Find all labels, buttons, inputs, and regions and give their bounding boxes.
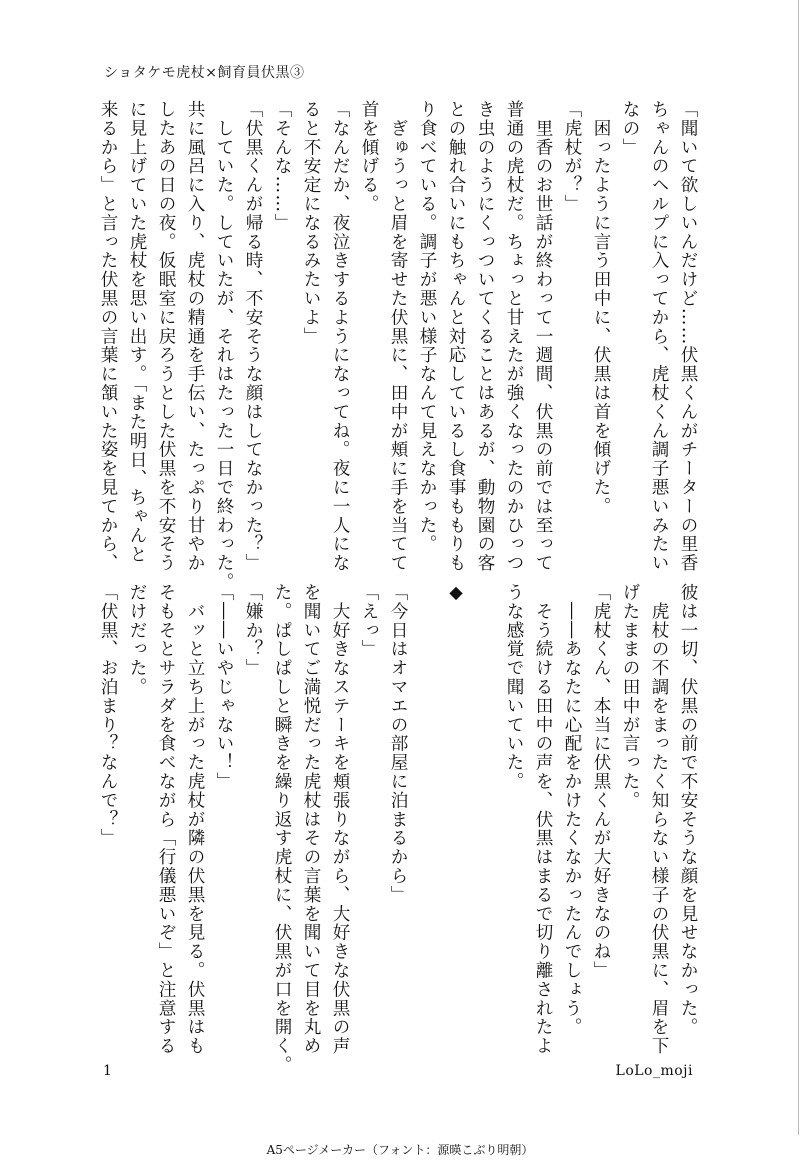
text-line — [470, 583, 499, 1053]
text-line: を聞いてご満悦だった虎杖はその言葉を聞いて目を丸め — [301, 583, 321, 1056]
text-line: 困ったように言う田中に、伏黒は首を傾げた。 — [591, 100, 611, 516]
text-line: 「虎杖が？」 — [562, 100, 582, 214]
text-line: 大好きなステーキを頬張りながら、大好きな伏黒の声 — [330, 583, 350, 1056]
text-line: 「伏黒くんが帰る時、不安そうな顔はしてなかった？」 — [243, 100, 263, 573]
text-line: ると不安定になるみたいよ」 — [301, 100, 321, 346]
text-line: 首を傾げる。 — [359, 100, 379, 214]
page-header-title: ショタケモ虎杖×飼育員伏黒③ — [104, 65, 305, 81]
text-line: ◆ — [446, 583, 466, 605]
text-line: ――あなたに心配をかけたくなかったんでしょう。 — [562, 583, 582, 1037]
text-line: 「聞いて欲しいんだけど……伏黒くんがチーターの里香 — [678, 100, 698, 573]
text-line: 「なんだか、夜泣きするようになってね。夜に一人にな — [330, 100, 350, 573]
text-line: た。ぱしぱしと瞬きを繰り返す虎杖に、伏黒が口を開く。 — [272, 583, 292, 1075]
text-line: 来るから」と言った伏黒の言葉に頷いた姿を見てから、 — [98, 100, 118, 573]
text-line: なの」 — [620, 100, 640, 157]
text-block-top — [98, 100, 702, 592]
author-name: LoLo_moji — [615, 1063, 693, 1079]
text-line: したあの日の夜。仮眠室に戻ろうとした伏黒を不安そう — [156, 100, 176, 573]
text-line: げたままの田中が言った。 — [620, 583, 640, 810]
text-line: していた。していたが、それはたった一日で終わった。 — [214, 100, 234, 592]
text-line: ぎゅうっと眉を寄せた伏黒に、田中が頬に手を当てて — [388, 100, 408, 573]
text-line: との触れ合いにもちゃんと対応しているし食事ももりも — [446, 100, 466, 573]
text-line: 「――いやじゃない！」 — [214, 583, 234, 791]
text-line — [412, 583, 441, 1053]
text-line: 「今日はオマエの部屋に泊まるから」 — [388, 583, 408, 905]
text-line: 「えっ」 — [359, 583, 379, 659]
text-line: そう続ける田中の声を、伏黒はまるで切り離されたよ — [533, 583, 553, 1056]
text-line: 「嫌か？」 — [243, 583, 263, 678]
text-line: 彼は一切、伏黒の前で不安そうな顔を見せなかった。 — [678, 583, 698, 1037]
text-line: うな感覚で聞いていた。 — [504, 583, 524, 791]
text-line: 「そんな……」 — [272, 100, 292, 233]
text-line: だけだった。 — [127, 583, 147, 697]
text-line: バッと立ち上がった虎杖が隣の伏黒を見る。伏黒はも — [185, 583, 205, 1056]
text-line: 里香のお世話が終わって一週間、伏黒の前では至って — [533, 100, 553, 573]
page-number: 1 — [103, 1063, 112, 1079]
text-line: 「伏黒、お泊まり？なんで？」 — [98, 583, 118, 848]
text-line: 普通の虎杖だ。ちょっと甘えたが強くなったのかひっつ — [504, 100, 524, 573]
text-line: り食べている。調子が悪い様子なんて見えなかった。 — [417, 100, 437, 554]
text-line: 「虎杖くん、本当に伏黒くんが大好きなのね」 — [591, 583, 611, 980]
text-line: ちゃんのヘルプに入ってから、虎杖くん調子悪いみたい — [649, 100, 669, 573]
text-line: 共に風呂に入り、虎杖の精通を手伝い、たっぷり甘やか — [185, 100, 205, 573]
text-line: そもそとサラダを食べながら「行儀悪いぞ」と注意する — [156, 583, 176, 1056]
text-line: に見上げていた虎杖を思い出す。「また明日、ちゃんと — [127, 100, 147, 564]
footer-credit: A5ページメーカー（フォント：源暎こぶり明朝） — [0, 1135, 800, 1171]
text-line: き虫のようにくっついてくることはあるが、動物園の客 — [475, 100, 495, 573]
text-line: 虎杖の不調をまったく知らない様子の伏黒に、眉を下 — [649, 583, 669, 1056]
